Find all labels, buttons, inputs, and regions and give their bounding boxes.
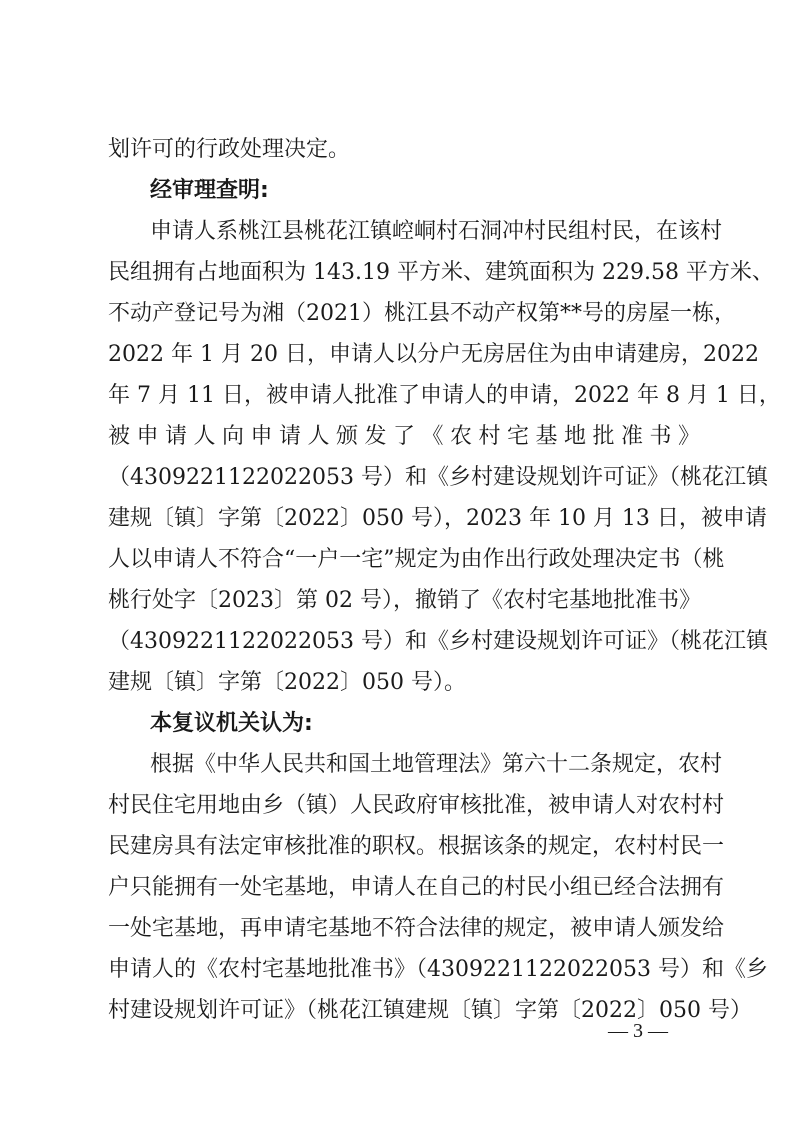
text-line: 建规〔镇〕字第〔2022〕050 号）。 — [108, 670, 466, 695]
text-line: 不动产登记号为湘（2021）桃江县不动产权第**号的房屋一栋， — [108, 301, 736, 326]
section-heading-opinion: 本复议机关认为: — [150, 711, 313, 736]
text-line: 根据《中华人民共和国土地管理法》第六十二条规定，农村 — [150, 752, 723, 777]
text-line: 一处宅基地，再申请宅基地不符合法律的规定，被申请人颁发给 — [108, 916, 725, 941]
text-line: 2022 年 1 月 20 日，申请人以分户无房居住为由申请建房，2022 — [108, 342, 759, 367]
text-line: 桃行处字〔2023〕第 02 号），撤销了《农村宅基地批准书》 — [108, 588, 701, 613]
text-line: 村建设规划许可证》（桃花江镇建规〔镇〕字第〔2022〕050 号） — [108, 998, 752, 1023]
section-heading-findings: 经审理查明: — [150, 178, 269, 203]
text-line: 人以申请人不符合“一户一宅”规定为由作出行政处理决定书（桃 — [108, 547, 725, 572]
text-line: （4309221122022053 号）和《乡村建设规划许可证》（桃花江镇 — [108, 629, 768, 654]
text-line: 村民住宅用地由乡（镇）人民政府审核批准，被申请人对农村村 — [108, 793, 725, 818]
text-line: 划许可的行政处理决定。 — [108, 137, 351, 162]
text-line: 户只能拥有一处宅基地，申请人在自己的村民小组已经合法拥有 — [108, 875, 725, 900]
text-line: （4309221122022053 号）和《乡村建设规划许可证》（桃花江镇 — [108, 465, 768, 490]
text-line: 年 7 月 11 日，被申请人批准了申请人的申请，2022 年 8 月 1 日， — [108, 383, 781, 408]
text-line: 民组拥有占地面积为 143.19 平方米、建筑面积为 229.58 平方米、 — [108, 260, 774, 285]
text-line: 申请人系桃江县桃花江镇崆峒村石洞冲村民组村民，在该村 — [150, 219, 723, 244]
text-line: 被申请人向申请人颁发了《农村宅基地批准书》 — [108, 424, 700, 449]
page-number: — 3 — — [608, 1020, 668, 1042]
text-line: 民建房具有法定审核批准的职权。根据该条的规定，农村村民一 — [108, 834, 725, 859]
text-line: 建规〔镇〕字第〔2022〕050 号），2023 年 10 月 13 日，被申请 — [108, 506, 767, 531]
text-line: 申请人的《农村宅基地批准书》（4309221122022053 号）和《乡 — [108, 957, 768, 982]
